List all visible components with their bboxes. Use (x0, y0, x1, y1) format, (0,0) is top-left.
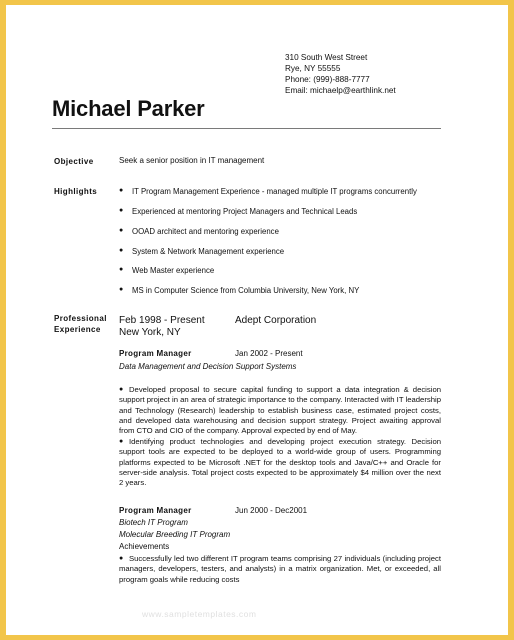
header-divider (52, 128, 441, 129)
contact-street: 310 South West Street (285, 53, 368, 62)
highlight-item: OOAD architect and mentoring experience (132, 227, 279, 236)
objective-label: Objective (54, 157, 94, 166)
highlight-item: Web Master experience (132, 266, 215, 275)
bullet-icon: ● (119, 207, 124, 214)
bullet-icon: ● (119, 286, 124, 293)
objective-text: Seek a senior position in IT management (119, 156, 265, 165)
resume-page (6, 5, 508, 635)
role-subtitle: Molecular Breeding IT Program (119, 530, 231, 539)
highlight-item: System & Network Management experience (132, 247, 285, 256)
bullet-icon: ● (119, 555, 124, 562)
role-subtitle: Data Management and Decision Support Systems (119, 362, 297, 371)
watermark: www.sampletemplates.com (142, 609, 257, 619)
bullet-icon: ● (119, 438, 124, 445)
highlight-item: MS in Computer Science from Columbia University, New York, NY (132, 286, 360, 295)
role-dates: Jan 2002 - Present (235, 349, 303, 358)
achievements-label: Achievements (119, 542, 170, 551)
bullet-icon: ● (119, 247, 124, 254)
company-location: New York, NY (119, 327, 181, 338)
highlight-item: Experienced at mentoring Project Managers and Technical Leads (132, 207, 358, 216)
candidate-name: Michael Parker (52, 96, 205, 121)
role-title: Program Manager (119, 349, 192, 358)
experience-label-line1: Professional (54, 314, 107, 323)
contact-city: Rye, NY 55555 (285, 64, 341, 73)
bullet-icon: ● (119, 227, 124, 234)
experience-label-line2: Experience (54, 325, 101, 334)
highlights-label: Highlights (54, 187, 98, 196)
role-title: Program Manager (119, 506, 192, 515)
employment-dates: Feb 1998 - Present (119, 315, 205, 326)
contact-email: Email: michaelp@earthlink.net (285, 86, 396, 95)
bullet-icon: ● (119, 266, 124, 273)
company-name: Adept Corporation (235, 315, 317, 326)
role-bullet: Identifying product technologies and developing project execution strategy. Decision support tools are expected to be deployed to a world-wide group of users. Programming platforms expected to be Microsoft .NET for the desktop tools and Java/C++ and Oracle for server-side analysis. Total project costs expected to be approximately $4 million over the next 2 years. (119, 437, 441, 488)
role-subtitle: Biotech IT Program (119, 518, 188, 527)
contact-phone: Phone: (999)-888-7777 (285, 75, 370, 84)
bullet-icon: ● (119, 386, 124, 393)
role-bullet: Developed proposal to secure capital funding to support a data integration & decision support project in an area of strategic importance to the company. Interacted with IT leadership and Technology (Research) leadership to establish business case, estimated project costs, and developed data warehousing and decision support strategy. Project awaiting approval from CTO and CIO of the company. Approval expected by end of May. (119, 385, 441, 436)
highlight-item: IT Program Management Experience - managed multiple IT programs concurrently (132, 187, 417, 196)
role-bullet: Successfully led two different IT program teams comprising 27 individuals (including project managers, developers, testers, and analysts) in a matrix organization. Met, or exceeded, all program goals while reducing costs (119, 554, 441, 584)
role-dates: Jun 2000 - Dec2001 (235, 506, 308, 515)
bullet-icon: ● (119, 187, 124, 194)
